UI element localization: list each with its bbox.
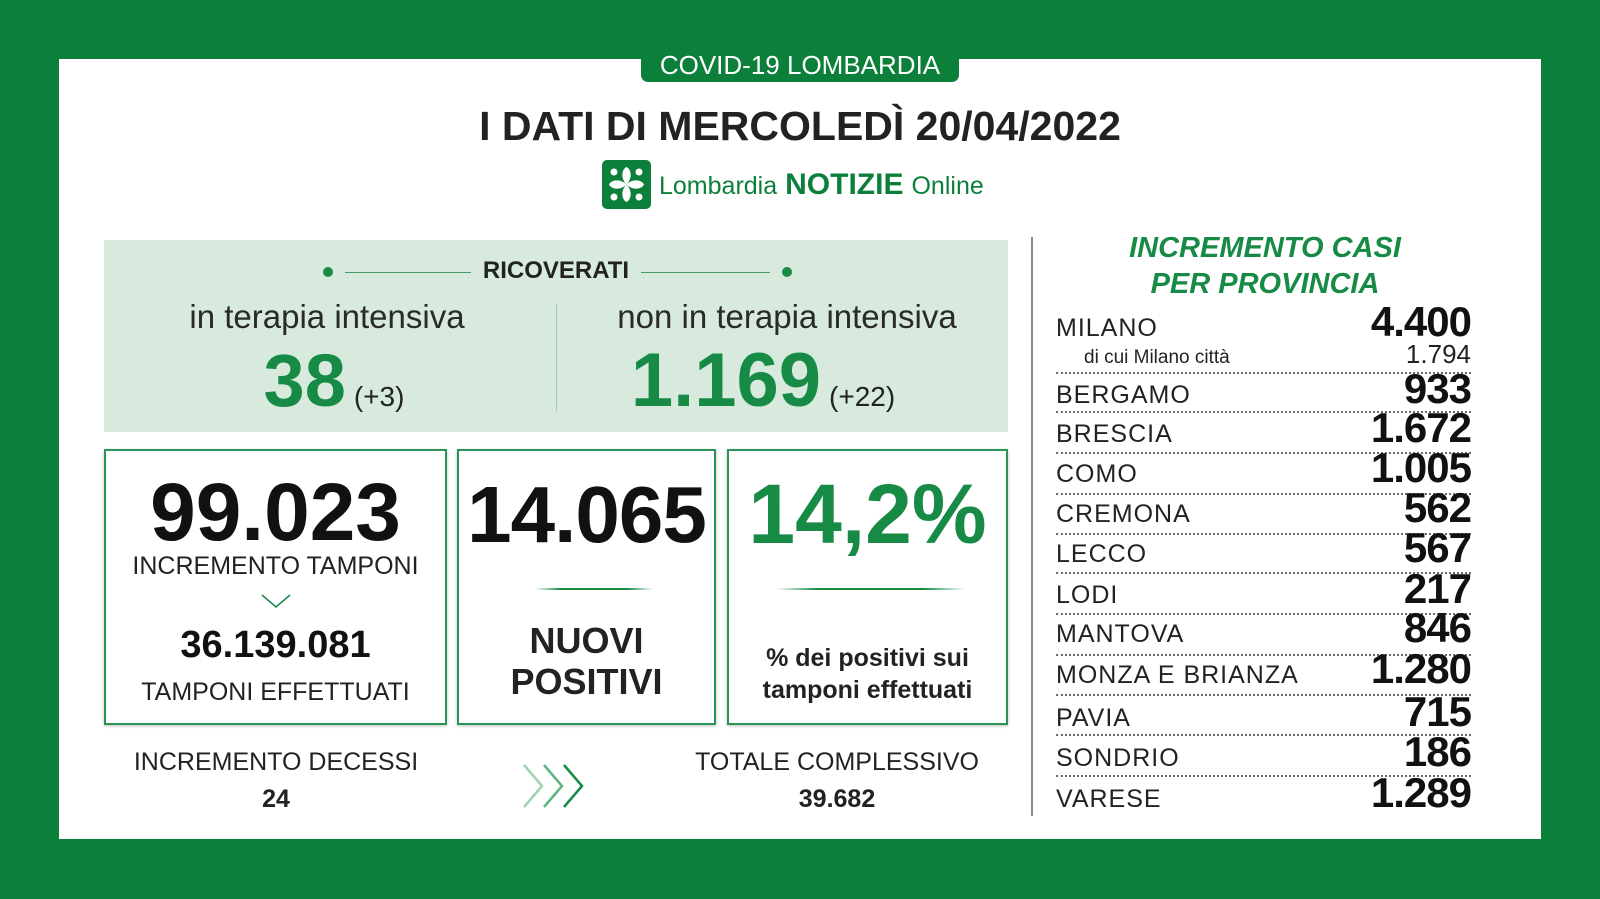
logo-wordmark <box>659 168 984 202</box>
non-intensive-care-delta: (+22) <box>829 381 896 412</box>
tests-increment-label: INCREMENTO TAMPONI <box>132 552 419 580</box>
province-value: 715 <box>1403 688 1471 735</box>
decorative-line-right <box>641 272 770 273</box>
province-name: MANTOVA <box>1056 620 1185 648</box>
province-name: LODI <box>1056 581 1119 609</box>
tests-total-label: TAMPONI EFFETTUATI <box>141 678 410 706</box>
header-tab: COVID-19 LOMBARDIA <box>641 49 959 82</box>
province-value: 1.672 <box>1370 404 1471 451</box>
hospitalized-title: RICOVERATI <box>482 257 630 284</box>
deaths-total-value: 39.682 <box>798 785 876 813</box>
province-row <box>1056 606 1471 650</box>
province-row <box>1056 300 1471 344</box>
tests-total-value: 36.139.081 <box>180 624 371 666</box>
province-value: 933 <box>1403 365 1471 412</box>
deaths-total-label: TOTALE COMPLESSIVO <box>695 748 979 776</box>
province-row <box>1056 730 1471 774</box>
province-value: 846 <box>1403 604 1471 651</box>
province-row <box>1056 647 1471 691</box>
logo-word-lombardia: Lombardia <box>659 172 778 200</box>
non-intensive-care-stat <box>556 338 970 423</box>
new-positives-label-line2: POSITIVI <box>510 661 663 702</box>
province-title-line2: PER PROVINCIA <box>1150 268 1380 300</box>
province-name: MILANO <box>1056 314 1158 342</box>
province-name: SONDRIO <box>1056 744 1180 772</box>
tests-box <box>104 449 447 725</box>
new-positives-divider <box>535 588 653 590</box>
positivity-rate-box <box>727 449 1008 725</box>
milano-city-label: di cui Milano città <box>1084 347 1230 368</box>
province-name: PAVIA <box>1056 704 1131 732</box>
positivity-rate-divider <box>776 588 965 590</box>
intensive-care-label: in terapia intensiva <box>189 298 465 335</box>
new-positives-box <box>457 449 716 725</box>
province-value: 4.400 <box>1370 298 1471 345</box>
province-name: CREMONA <box>1056 500 1191 528</box>
province-row <box>1056 526 1471 570</box>
province-value: 1.005 <box>1370 444 1471 491</box>
intensive-care-value: 38 <box>263 339 346 422</box>
deaths-increment-value: 24 <box>262 785 290 813</box>
province-row <box>1056 771 1471 815</box>
lombardia-rose-icon <box>602 160 651 209</box>
province-title-line1: INCREMENTO CASI <box>1129 232 1401 264</box>
province-name: VARESE <box>1056 785 1162 813</box>
province-name: BERGAMO <box>1056 381 1191 409</box>
page-title: I DATI DI MERCOLEDÌ 20/04/2022 <box>479 103 1121 149</box>
milano-city-value: 1.794 <box>1405 339 1471 369</box>
province-name: BRESCIA <box>1056 420 1173 448</box>
province-value: 217 <box>1403 565 1471 612</box>
intensive-care-stat <box>127 339 541 422</box>
decorative-dot-right <box>782 267 792 277</box>
tests-increment-value: 99.023 <box>150 467 401 558</box>
positivity-rate-value: 14,2% <box>748 467 987 561</box>
non-intensive-care-label: non in terapia intensiva <box>617 298 957 335</box>
triple-chevron-right-icon <box>520 760 596 812</box>
intensive-care-delta: (+3) <box>353 381 405 412</box>
chevron-down-icon <box>261 594 291 608</box>
decorative-dot-left <box>323 267 333 277</box>
non-intensive-care-value: 1.169 <box>630 338 822 423</box>
positivity-rate-label-line2: tamponi effettuati <box>762 676 973 704</box>
decorative-line-left <box>345 272 471 273</box>
province-name: LECCO <box>1056 540 1148 568</box>
province-value: 567 <box>1403 524 1471 571</box>
province-value: 186 <box>1403 728 1471 775</box>
logo-word-online: Online <box>911 172 984 200</box>
province-name: MONZA E BRIANZA <box>1056 661 1299 689</box>
new-positives-label-line1: NUOVI <box>529 620 644 661</box>
deaths-increment-label: INCREMENTO DECESSI <box>133 748 419 776</box>
column-divider <box>1031 237 1033 816</box>
province-name: COMO <box>1056 460 1138 488</box>
logo-word-notizie: NOTIZIE <box>785 168 904 201</box>
milano-city-row <box>1084 340 1471 368</box>
province-value: 1.280 <box>1370 645 1471 692</box>
new-positives-value: 14.065 <box>467 470 706 559</box>
province-value: 1.289 <box>1370 769 1471 816</box>
province-value: 562 <box>1403 484 1471 531</box>
positivity-rate-label-line1: % dei positivi sui <box>766 644 969 672</box>
